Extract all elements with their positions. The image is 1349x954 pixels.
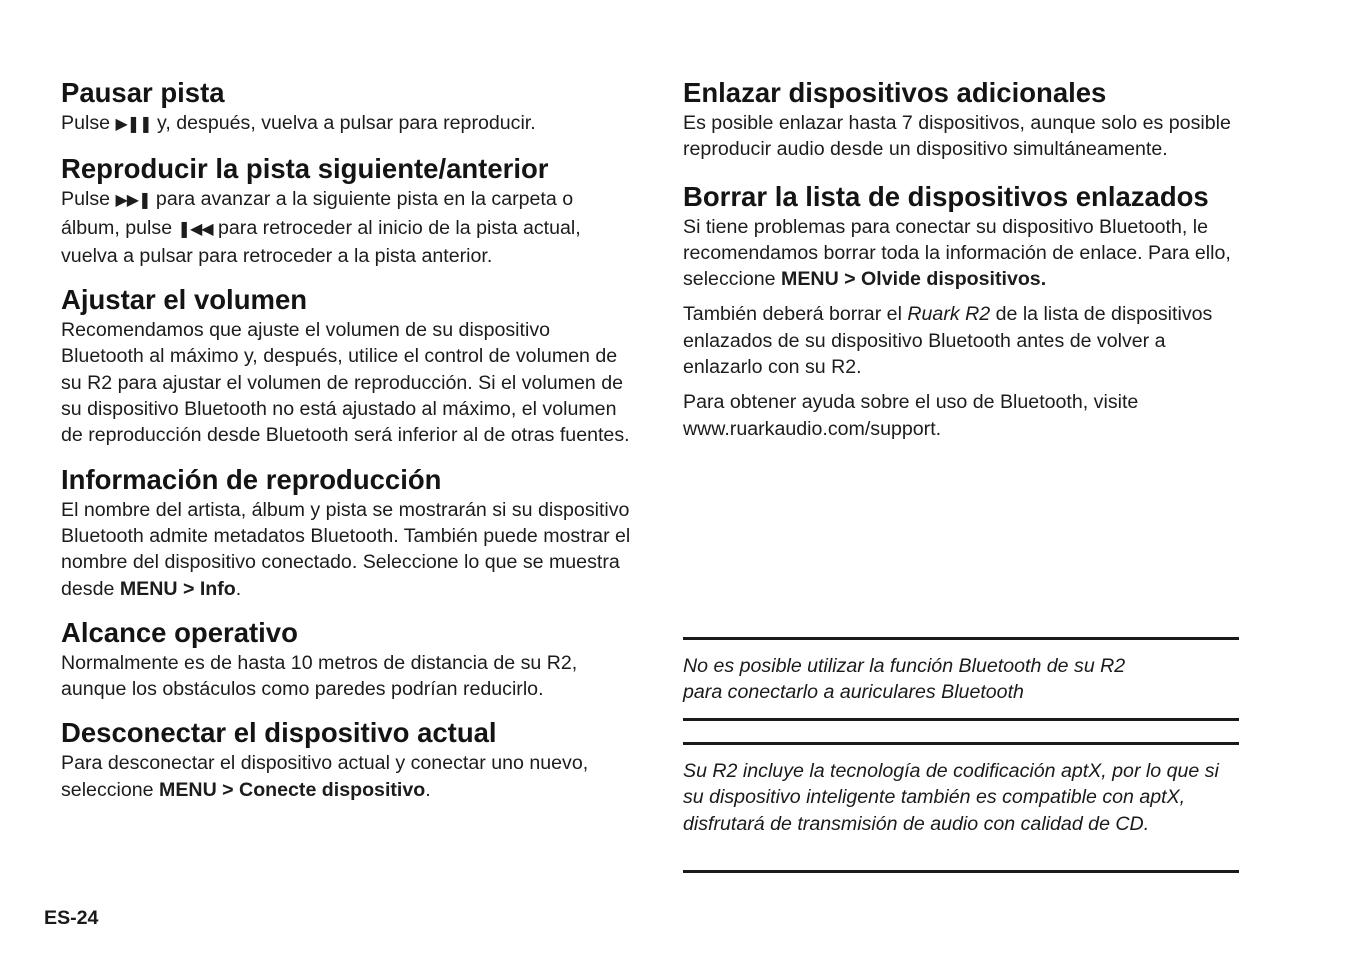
- heading-pair-devices: Enlazar dispositivos adicionales: [683, 77, 1107, 108]
- section-skip-track: [61, 152, 631, 269]
- section-range: [61, 616, 631, 703]
- heading-skip-track: Reproducir la pista siguiente/anterior: [61, 153, 549, 185]
- text-pause-track: Pulse ▶❚❚ y, después, vuelva a pulsar para reproducir.: [61, 112, 536, 134]
- page-number: ES-24: [44, 907, 99, 929]
- next-track-icon: ▶▶❚: [115, 192, 151, 210]
- text-playback-info: El nombre del artista, álbum y pista se mostrarán si su dispositivo Bluetooth admite metadatos Bluetooth. También puede mostrar el nombre del dispositivo conectado. Seleccione lo que se muestra desde MENU > Info.: [61, 498, 631, 600]
- text-disconnect: Para desconectar el dispositivo actual y conectar uno nuevo, seleccione MENU > Conecte dispositivo.: [61, 752, 589, 801]
- text-clear-list-1: Si tiene problemas para conectar su dispositivo Bluetooth, le recomendamos borrar toda la información de enlace. Para ello, seleccione MENU > Olvide dispositivos.: [683, 215, 1231, 291]
- menu-path-forget: MENU > Olvide dispositivos.: [781, 268, 1047, 291]
- menu-path-info: MENU > Info: [119, 577, 236, 600]
- section-clear-list: [683, 180, 1243, 442]
- heading-volume: Ajustar el volumen: [61, 284, 308, 316]
- play-pause-icon: ▶❚❚: [115, 116, 152, 133]
- heading-playback-info: Información de reproducción: [61, 463, 442, 495]
- text-range: Normalmente es de hasta 10 metros de distancia de su R2, aunque los obstáculos como paredes podrían reducirlo.: [61, 651, 578, 701]
- product-name: Ruark R2: [907, 303, 991, 326]
- left-column: [61, 76, 631, 817]
- section-volume: [61, 283, 631, 448]
- menu-path-connect: MENU > Conecte dispositivo: [159, 778, 426, 801]
- previous-track-icon: ❚◀◀: [177, 220, 213, 238]
- right-column: [683, 76, 1243, 456]
- heading-clear-list: Borrar la lista de dispositivos enlazados: [683, 180, 1209, 212]
- section-disconnect: [61, 716, 631, 803]
- heading-disconnect: Desconectar el dispositivo actual: [61, 717, 497, 749]
- heading-range: Alcance operativo: [61, 616, 298, 648]
- text-pair-devices: Es posible enlazar hasta 7 dispositivos, aunque solo es posible reproducir audio desde un dispositivo simultáneamente.: [683, 112, 1231, 161]
- text-volume: Recomendamos que ajuste el volumen de su dispositivo Bluetooth al máximo y, después, utilice el control de volumen de su R2 para ajustar el volumen de reproducción. Si el volumen de su dispositivo Bluetooth no está ajustado al máximo, el volumen de reproducción desde Bluetooth será inferior al de otras fuentes.: [61, 319, 630, 447]
- heading-pause-track: Pausar pista: [61, 77, 225, 108]
- text-support-link: Para obtener ayuda sobre el uso de Bluetooth, visite www.ruarkaudio.com/support.: [683, 391, 1139, 440]
- note-aptx: Su R2 incluye la tecnología de codificación aptX, por lo que si su dispositivo inteligente también es compatible con aptX, disfrutará de transmisión de audio con calidad de CD.: [683, 742, 1239, 873]
- text-clear-list-2: También deberá borrar el Ruark R2 de la lista de dispositivos enlazados de su dispositivo Bluetooth antes de volver a enlazarlo con su R2.: [683, 303, 1213, 379]
- text-skip-track: Pulse ▶▶❚ para avanzar a la siguiente pista en la carpeta o álbum, pulse ❚◀◀ para retroceder al inicio de la pista actual, vuelva a pulsar para retroceder a la pista anterior.: [61, 188, 581, 267]
- note-headphones: No es posible utilizar la función Bluetooth de su R2 para conectarlo a auriculares Bluetooth: [683, 637, 1239, 721]
- section-playback-info: [61, 463, 631, 602]
- section-pause-track: [61, 76, 631, 138]
- section-pair-devices: [683, 76, 1243, 163]
